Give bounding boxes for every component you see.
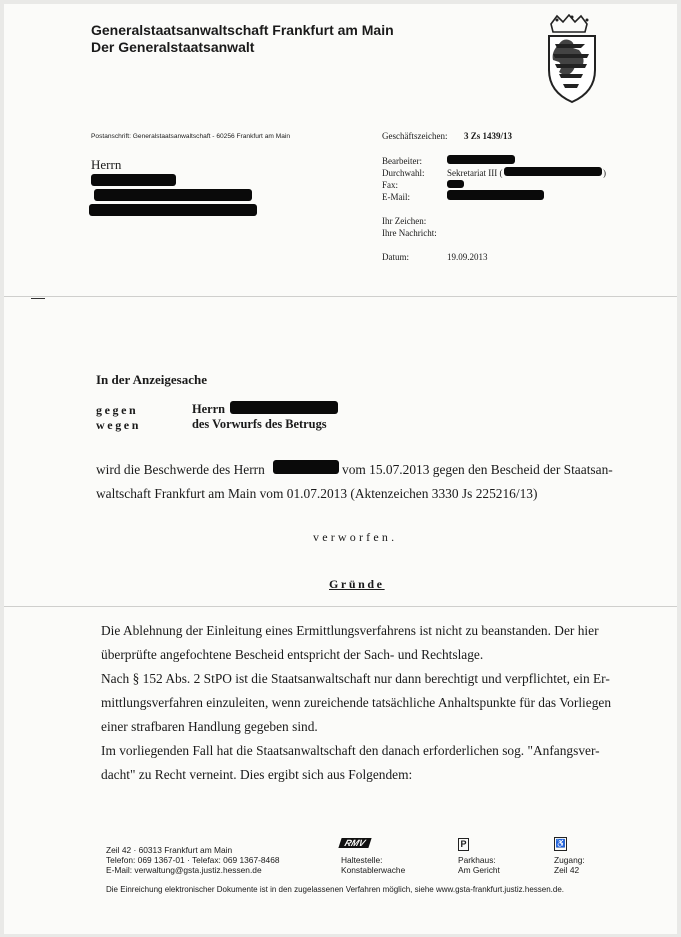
- reasons-line: einer strafbaren Handlung gegeben sind.: [101, 719, 318, 734]
- recipient-salutation: Herrn: [91, 157, 122, 172]
- redaction-bar: [504, 167, 602, 176]
- transit-logo-icon: RMV: [338, 838, 371, 848]
- redaction-bar: [94, 189, 252, 201]
- case-heading: In der Anzeigesache: [96, 372, 207, 387]
- access-location: Zeil 42: [554, 865, 580, 875]
- verdict: verworfen.: [313, 530, 398, 544]
- footer-email: E-Mail: verwaltung@gsta.justiz.hessen.de: [106, 865, 262, 875]
- parking-icon: P: [458, 838, 469, 851]
- redaction-bar: [91, 174, 176, 186]
- fold-line: [4, 296, 677, 297]
- durchwahl-label: Durchwahl:: [382, 168, 425, 178]
- coat-of-arms-icon: [539, 14, 605, 106]
- footer-address: Zeil 42 · 60313 Frankfurt am Main: [106, 845, 233, 855]
- accessibility-icon: ♿: [554, 837, 567, 851]
- transit-stop: Konstablerwache: [341, 865, 406, 875]
- redaction-bar: [89, 204, 257, 216]
- fold-line: [4, 606, 677, 607]
- postanschrift: Postanschrift: Generalstaatsanwaltschaft - 60256 Frankfurt am Main: [91, 133, 291, 140]
- datum-label: Datum:: [382, 252, 409, 262]
- redaction-bar: [447, 190, 544, 200]
- decision-line1-a: wird die Beschwerde des Herrn: [96, 462, 265, 477]
- fax-label: Fax:: [382, 180, 399, 190]
- email-label: E-Mail:: [382, 192, 410, 202]
- aktenzeichen-value: 3 Zs 1439/13: [464, 131, 513, 141]
- redaction-bar: [230, 401, 338, 414]
- decision-line2: waltschaft Frankfurt am Main vom 01.07.2013 (Aktenzeichen 3330 Js 225216/13): [96, 486, 538, 501]
- reasons-line: dacht" zu Recht verneint. Dies ergibt sich aus Folgendem:: [101, 767, 413, 782]
- reasons-heading: Gründe: [329, 577, 385, 591]
- redaction-bar: [447, 155, 515, 164]
- reasons-line: überprüfte angefochtene Bescheid entspricht der Sach- und Rechtslage.: [101, 647, 484, 662]
- datum-value: 19.09.2013: [447, 252, 488, 262]
- ihr-zeichen-label: Ihr Zeichen:: [382, 216, 427, 226]
- wegen-value: des Vorwurfs des Betrugs: [192, 417, 327, 431]
- fold-mark: [31, 298, 45, 299]
- reasons-line: Nach § 152 Abs. 2 StPO ist die Staatsanwaltschaft nur dann berechtigt und verpflichtet, ein Er-: [101, 671, 610, 686]
- letterhead-line1: Generalstaatsanwaltschaft Frankfurt am Main: [91, 22, 394, 38]
- letterhead-line2: Der Generalstaatsanwalt: [91, 39, 255, 55]
- transit-label: Haltestelle:: [341, 855, 383, 865]
- reasons-line: mittlungsverfahren einzuleiten, wenn zureichende tatsächliche Anhaltspunkte für das Vorliegen: [101, 695, 612, 710]
- reasons-line: Die Ablehnung der Einleitung eines Ermittlungsverfahrens ist nicht zu beanstanden. Der hier: [101, 623, 599, 638]
- wegen-label: wegen: [96, 418, 141, 432]
- redaction-bar: [273, 460, 339, 474]
- reasons-line: Im vorliegenden Fall hat die Staatsanwaltschaft den danach erforderlichen sog. "Anfangsver-: [101, 743, 600, 758]
- footer-notice: Die Einreichung elektronischer Dokumente ist in den zugelassenen Verfahren möglich, siehe www.gsta-frankfurt.justiz.hessen.de.: [106, 885, 565, 894]
- bearbeiter-label: Bearbeiter:: [382, 156, 422, 166]
- parking-location: Am Gericht: [458, 865, 500, 875]
- redaction-bar: [447, 180, 464, 188]
- durchwahl-value: Sekretariat III (: [447, 168, 503, 178]
- durchwahl-close: ): [603, 168, 606, 178]
- aktenzeichen-label: Geschäftszeichen:: [382, 131, 448, 141]
- gegen-value: Herrn: [192, 402, 226, 416]
- access-label: Zugang:: [554, 855, 585, 865]
- ihre-nachricht-label: Ihre Nachricht:: [382, 228, 437, 238]
- footer-phone: Telefon: 069 1367-01 · Telefax: 069 1367-8468: [106, 855, 280, 865]
- gegen-label: gegen: [96, 403, 139, 417]
- parking-label: Parkhaus:: [458, 855, 496, 865]
- decision-line1-b: vom 15.07.2013 gegen den Bescheid der Staatsan-: [342, 462, 613, 477]
